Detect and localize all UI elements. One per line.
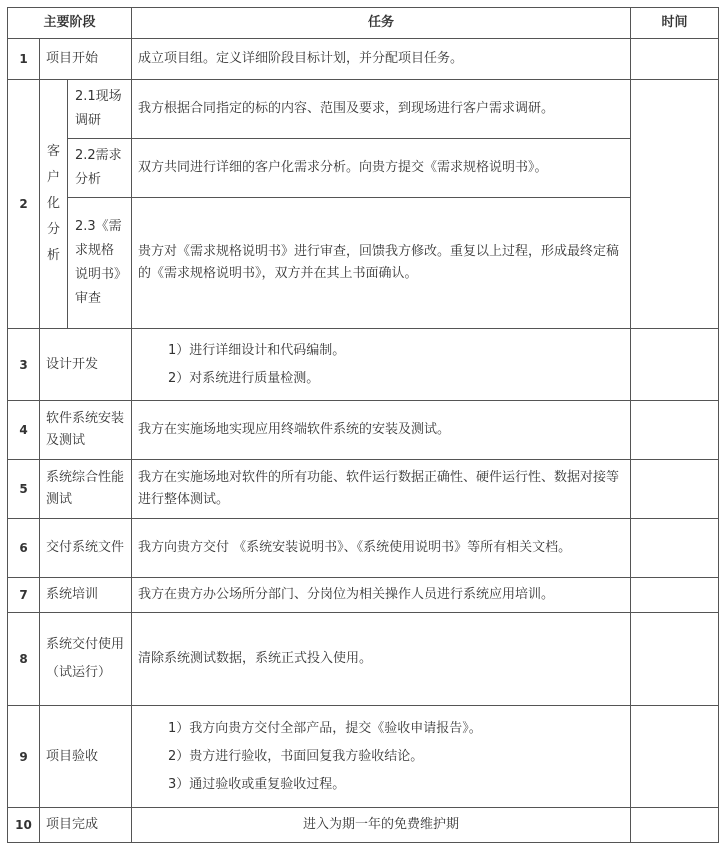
task-list-item: 1）我方向贵方交付全部产品，提交《验收申请报告》。 — [168, 720, 482, 736]
task-cell: 我方在实施场地对软件的所有功能、软件运行数据正确性、硬件运行性、数据对接等进行整体测试。 — [132, 460, 631, 519]
row-number: 4 — [8, 401, 40, 460]
task-list-item: 1）进行详细设计和代码编制。 — [168, 342, 346, 358]
time-cell — [631, 519, 719, 578]
task-cell: 成立项目组。定义详细阶段目标计划，并分配项目任务。 — [132, 39, 631, 80]
substage-cell: 2.3《需求规格说明书》审查 — [68, 198, 132, 329]
row-number: 2 — [8, 80, 40, 329]
header-task: 任务 — [132, 8, 631, 39]
task-cell: 贵方对《需求规格说明书》进行审查，回馈我方修改。重复以上过程，形成最终定稿的《需求规格说明书》，双方并在其上书面确认。 — [132, 198, 631, 329]
stage-cell: 项目开始 — [40, 39, 132, 80]
task-cell: 我方在贵方办公场所分部门、分岗位为相关操作人员进行系统应用培训。 — [132, 578, 631, 613]
time-cell — [631, 706, 719, 808]
substage-cell: 2.2需求分析 — [68, 139, 132, 198]
stage-cell: 项目完成 — [40, 808, 132, 843]
header-row — [8, 8, 719, 39]
table-row — [8, 578, 719, 613]
substage-cell: 2.1现场调研 — [68, 80, 132, 139]
row-number: 8 — [8, 613, 40, 706]
table-row — [8, 460, 719, 519]
row-number: 6 — [8, 519, 40, 578]
task-cell: 清除系统测试数据，系统正式投入使用。 — [132, 613, 631, 706]
stage-vertical-text: 客户化分析 — [46, 144, 60, 263]
schedule-table — [7, 7, 719, 843]
time-cell — [631, 613, 719, 706]
time-cell — [631, 39, 719, 80]
table-row — [8, 80, 719, 139]
task-cell — [132, 329, 631, 401]
task-list-item: 2）对系统进行质量检测。 — [168, 370, 320, 386]
row-number: 3 — [8, 329, 40, 401]
task-cell: 我方向贵方交付 《系统安装说明书》、《系统使用说明书》等所有相关文档。 — [132, 519, 631, 578]
row-number: 5 — [8, 460, 40, 519]
time-cell — [631, 460, 719, 519]
stage-note: （试运行） — [46, 665, 112, 680]
time-cell — [631, 329, 719, 401]
task-cell: 我方在实施场地实现应用终端软件系统的安装及测试。 — [132, 401, 631, 460]
task-list-item: 3）通过验收或重复验收过程。 — [168, 776, 346, 792]
table-row — [8, 139, 719, 198]
row-number: 9 — [8, 706, 40, 808]
table-row — [8, 329, 719, 401]
table-row — [8, 198, 719, 329]
stage-cell: 项目验收 — [40, 706, 132, 808]
header-stage: 主要阶段 — [8, 8, 132, 39]
stage-cell — [40, 613, 132, 706]
table-row — [8, 401, 719, 460]
stage-label: 系统交付使用 — [46, 637, 125, 652]
task-cell: 进入为期一年的免费维护期 — [132, 808, 631, 843]
stage-cell — [40, 80, 68, 329]
time-cell — [631, 401, 719, 460]
row-number: 7 — [8, 578, 40, 613]
header-time: 时间 — [631, 8, 719, 39]
task-cell: 我方根据合同指定的标的内容、范围及要求，到现场进行客户需求调研。 — [132, 80, 631, 139]
task-cell: 双方共同进行详细的客户化需求分析。向贵方提交《需求规格说明书》。 — [132, 139, 631, 198]
table-row — [8, 519, 719, 578]
task-list-item: 2）贵方进行验收，书面回复我方验收结论。 — [168, 748, 424, 764]
stage-cell: 系统综合性能测试 — [40, 460, 132, 519]
table-row — [8, 613, 719, 706]
row-number: 1 — [8, 39, 40, 80]
task-cell — [132, 706, 631, 808]
stage-cell: 设计开发 — [40, 329, 132, 401]
time-cell — [631, 808, 719, 843]
time-cell — [631, 578, 719, 613]
stage-cell: 交付系统文件 — [40, 519, 132, 578]
table-row — [8, 808, 719, 843]
table-row — [8, 39, 719, 80]
row-number: 10 — [8, 808, 40, 843]
time-cell — [631, 80, 719, 329]
stage-cell: 系统培训 — [40, 578, 132, 613]
stage-cell: 软件系统安装及测试 — [40, 401, 132, 460]
table-row — [8, 706, 719, 808]
